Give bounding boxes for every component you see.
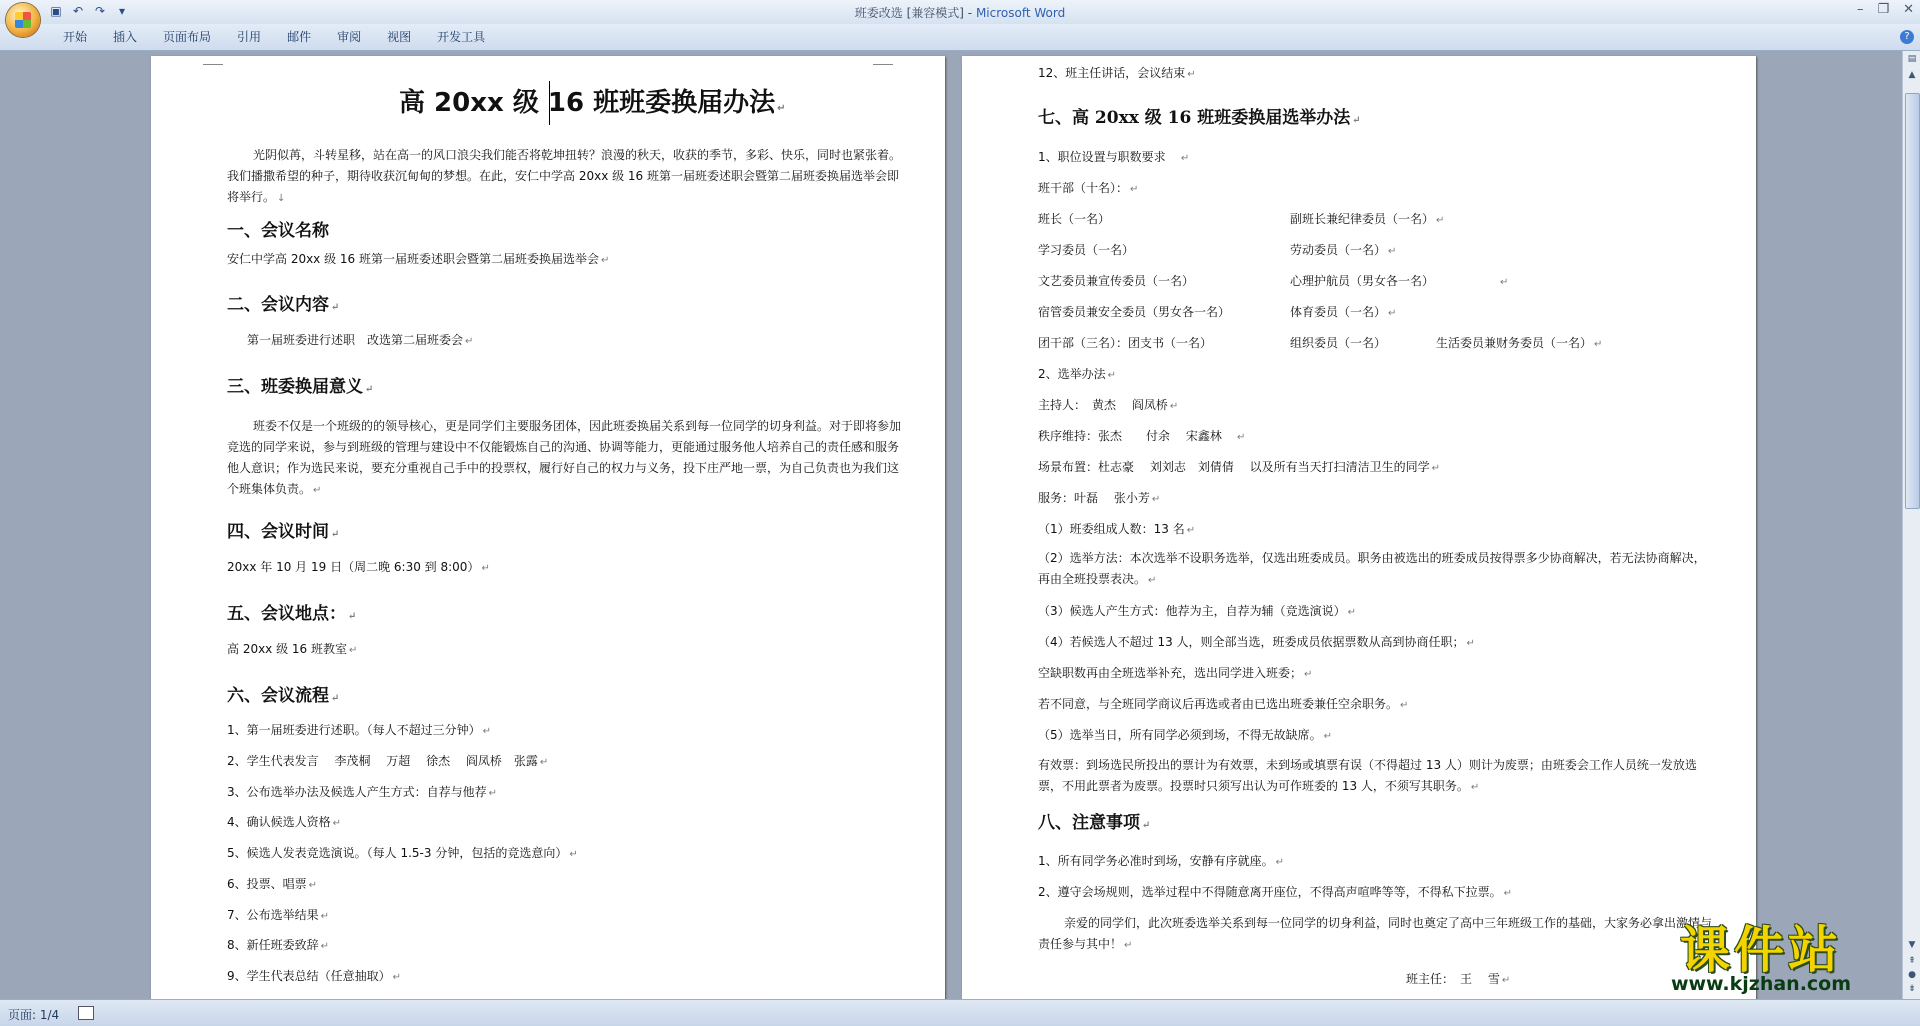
watermark-text: 课件站 <box>1680 921 1842 979</box>
flow-item: 1、第一届班委进行述职。（每人不超过三分钟） ↵ <box>227 723 492 737</box>
title-bar <box>0 0 1920 24</box>
rule-4-continued: 空缺职数再由全班选举补充，选出同学进入班委； ↵ <box>1038 666 1313 680</box>
document-name: 班委改选 [兼容模式] <box>854 6 964 20</box>
margin-corner <box>203 64 223 65</box>
tab-references[interactable]: 引用 <box>237 30 262 44</box>
rule-3: （3）候选人产生方式：他荐为主，自荐为辅（竞选演说） ↵ <box>1038 604 1357 618</box>
section-heading-8: 八、注意事项 ↵ <box>1038 813 1151 833</box>
ribbon-tabs <box>50 29 498 45</box>
save-icon[interactable]: ▣ <box>50 4 62 18</box>
section-heading-3: 三、班委换届意义 ↵ <box>227 377 374 397</box>
flow-item: 2、学生代表发言 李茂桐 万超 徐杰 阎凤桥 张露 ↵ <box>227 754 549 768</box>
notice-item: 2、遵守会场规则，选举过程中不得随意离开座位，不得高声喧哗等等，不得私下拉票。 ↵ <box>1038 885 1513 899</box>
flow-item: 3、公布选举办法及候选人产生方式：自荐与他荐 ↵ <box>227 785 498 799</box>
process-step-12: 12、班主任讲话，会议结束 ↵ <box>1038 66 1196 80</box>
flow-item: 8、新任班委致辞 ↵ <box>227 938 330 952</box>
signature-line: 班主任： 王 雪 ↵ <box>1406 972 1511 986</box>
position-item: 生活委员兼财务委员（一名） ↵ <box>1436 336 1603 350</box>
rule-4: （4）若候选人不超过 13 人，则全部当选，班委成员依据票数从高到协商任职； ↵ <box>1038 635 1475 649</box>
app-name: Microsoft Word <box>975 6 1066 20</box>
site-watermark <box>1642 921 1880 995</box>
watermark-url: www.kjzhan.com <box>1670 973 1852 995</box>
margin-corner <box>873 64 893 65</box>
scroll-down-icon[interactable]: ▼ <box>1908 940 1916 950</box>
office-logo-icon <box>15 12 31 28</box>
window-controls <box>1857 2 1914 17</box>
order-line: 秩序维持：张杰 付余 宋鑫林 ↵ <box>1038 429 1246 443</box>
tab-page-layout[interactable]: 页面布局 <box>163 30 212 44</box>
section-heading-7: 七、高 20xx 级 16 班班委换届选举办法 ↵ <box>1038 108 1361 128</box>
tab-developer[interactable]: 开发工具 <box>437 30 486 44</box>
tab-home[interactable]: 开始 <box>63 30 88 44</box>
position-item: 劳动委员（一名） ↵ <box>1290 243 1397 257</box>
position-item: 副班长兼纪律委员（一名） ↵ <box>1290 212 1445 226</box>
restore-icon[interactable]: ❐ <box>1877 2 1890 17</box>
section-heading-5: 五、会议地点： ↵ <box>227 604 357 624</box>
customize-dropdown-icon[interactable]: ▾ <box>118 4 126 18</box>
position-item: 文艺委员兼宣传委员（一名） <box>1038 274 1195 288</box>
section-text-3: 班委不仅是一个班级的的领导核心，更是同学们主要服务团体，因此班委换届关系到每一位同学的切身利益。对于即将参加竞选的同学来说，参与到班级的管理与建设中不仅能锻炼自己的沟通、协调等能力，更能通过服务他人培养自己的责任感和服务他人意识；作为选民来说，要充分重视自己手中的投票权，履行好自己的权力与义务，投下庄严地一票，为自己负责也为我们这个班集体负责。 ↵ <box>227 419 902 496</box>
scrollbar-thumb[interactable] <box>1905 93 1920 509</box>
valid-vote-rule: 有效票：到场选民所投出的票计为有效票，未到场或填票有误（不得超过 13 人）则计为废票；由班委会工作人员统一发放选票，不用此票者为废票。投票时只须写出认为可作班委的 13 人，不须写其职务。 ↵ <box>1038 758 1697 793</box>
proofing-status-icon[interactable] <box>78 1006 94 1020</box>
ruler-toggle-icon[interactable]: ▤ <box>1907 54 1917 64</box>
position-item: 学习委员（一名） <box>1038 243 1135 257</box>
section-text-2: 第一届班委进行述职 改选第二届班委会 ↵ <box>247 333 474 347</box>
section-text-4: 20xx 年 10 月 19 日（周二晚 6:30 到 8:00） ↵ <box>227 560 490 574</box>
page-indicator[interactable]: 页面: 1/4 <box>8 1008 60 1022</box>
section-heading-4: 四、会议时间 ↵ <box>227 522 340 542</box>
flow-item: 4、确认候选人资格 ↵ <box>227 815 342 829</box>
document-workspace <box>0 51 1902 999</box>
document-title: 高 20xx 级 16 班班委换届办法 ↵ <box>399 88 786 118</box>
election-method-heading: 2、选举办法 ↵ <box>1038 367 1117 381</box>
ribbon-tab-bar <box>0 24 1920 51</box>
document-page-2[interactable] <box>962 56 1756 999</box>
title-separator: - <box>963 6 976 20</box>
rule-4-alternative: 若不同意，与全班同学商议后再选或者由已选出班委兼任空余职务。 ↵ <box>1038 697 1409 711</box>
section-heading-6: 六、会议流程 ↵ <box>227 686 340 706</box>
position-item: 团干部（三名）：团支书（一名） <box>1038 336 1213 350</box>
position-item: 心理护航员（男女各一名） ↵ <box>1290 274 1509 288</box>
section-heading-2: 二、会议内容 ↵ <box>227 295 340 315</box>
position-item: 组织委员（一名） <box>1290 336 1387 350</box>
window-title <box>0 4 1920 21</box>
tab-review[interactable]: 审阅 <box>337 30 362 44</box>
office-button[interactable] <box>6 3 40 37</box>
vertical-scrollbar[interactable] <box>1902 51 1920 999</box>
flow-item: 7、公布选举结果 ↵ <box>227 908 330 922</box>
tab-mailings[interactable]: 邮件 <box>287 30 312 44</box>
position-item: 宿管委员兼安全委员（男女各一名） <box>1038 305 1231 319</box>
position-item: 班长（一名） <box>1038 212 1111 226</box>
section-heading-1: 一、会议名称 <box>227 221 329 241</box>
previous-page-icon[interactable]: ⇞ <box>1908 956 1916 966</box>
rule-1: （1）班委组成人数：13 名 ↵ <box>1038 522 1196 536</box>
rule-2: （2）选举方法：本次选举不设职务选举，仅选出班委成员。职务由被选出的班委成员按得票多少协商解决，若无法协商解决，再由全班投票表决。 ↵ <box>1038 551 1706 586</box>
closing-paragraph: 亲爱的同学们，此次班委选举关系到每一位同学的切身利益，同时也奠定了高中三年班级工作的基础，大家务必拿出激情与责任参与其中！ ↵ <box>1038 916 1713 951</box>
close-icon[interactable]: ✕ <box>1903 2 1914 17</box>
document-page-1[interactable] <box>151 56 945 999</box>
service-line: 服务：叶磊 张小芳 ↵ <box>1038 491 1161 505</box>
host-line: 主持人： 黄杰 阎凤桥 ↵ <box>1038 398 1179 412</box>
next-page-icon[interactable]: ⇟ <box>1908 984 1916 994</box>
notice-item: 1、所有同学务必准时到场，安静有序就座。 ↵ <box>1038 854 1285 868</box>
flow-item: 6、投票、唱票 ↵ <box>227 877 318 891</box>
scroll-up-icon[interactable]: ▲ <box>1908 70 1916 80</box>
help-icon[interactable]: ? <box>1900 30 1914 44</box>
undo-icon[interactable]: ↶ <box>72 4 84 18</box>
redo-icon[interactable]: ↷ <box>94 4 106 18</box>
minimize-icon[interactable]: – <box>1856 2 1864 17</box>
venue-line: 场景布置：杜志豪 刘刘志 刘倩倩 以及所有当天打扫清洁卫生的同学 ↵ <box>1038 460 1441 474</box>
position-item: 体育委员（一名） ↵ <box>1290 305 1397 319</box>
status-bar <box>0 999 1920 1026</box>
select-browse-object-icon[interactable]: ● <box>1908 970 1916 980</box>
intro-paragraph: 光阴似苒，斗转星移，站在高一的风口浪尖我们能否将乾坤扭转？浪漫的秋天，收获的季节，多彩、快乐，同时也紧张着。我们播撒希望的种子，期待收获沉甸甸的梦想。在此，安仁中学高 20xx 级 16 班第一届班委述职会暨第二届班委换届选举会即将举行。 ↓ <box>227 148 902 204</box>
section-text-5: 高 20xx 级 16 班教室 ↵ <box>227 642 358 656</box>
flow-item: 5、候选人发表竞选演说。（每人 1.5-3 分钟，包括的竞选意向） ↵ <box>227 846 578 860</box>
tab-view[interactable]: 视图 <box>387 30 412 44</box>
cadre-heading: 班干部（十名）： ↵ <box>1038 181 1139 195</box>
positions-heading: 1、职位设置与职数要求 ↵ <box>1038 150 1190 164</box>
section-text-1: 安仁中学高 20xx 级 16 班第一届班委述职会暨第二届班委换届选举会 ↵ <box>227 252 610 266</box>
flow-item: 9、学生代表总结（任意抽取） ↵ <box>227 969 402 983</box>
rule-5: （5）选举当日，所有同学必须到场，不得无故缺席。 ↵ <box>1038 728 1333 742</box>
tab-insert[interactable]: 插入 <box>113 30 138 44</box>
